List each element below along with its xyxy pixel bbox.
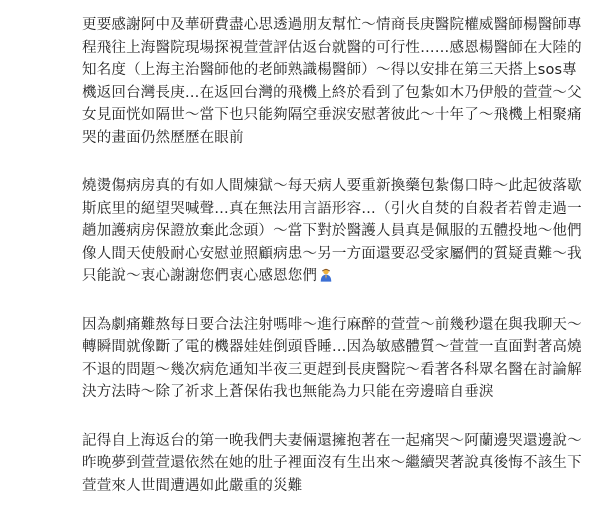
paragraph-text: 燒燙傷病房真的有如人間煉獄～每天病人要重新換藥包紮傷口時～此起彼落歇斯底里的絕望哭喊聲…真在無法用言語形容…（引火自焚的自殺者若曾走過一趟加護病房保證放棄此念頭）～當下對於醫護人員真是佩服的五體投地～他們像人間天使般耐心安慰並照顧病患～另一方面還要忍受家屬們的質疑責難～我只能說～衷心謝謝您們衷心感恩您們: [82, 178, 582, 284]
praying-person-icon: [319, 268, 333, 282]
post-paragraph-1: [82, 14, 582, 149]
post-paragraph-4: [82, 430, 582, 498]
post-paragraph-3: [82, 314, 582, 404]
paragraph-text: 因為劇痛難熬每日要合法注射嗎啡～進行麻醉的萱萱～前幾秒還在與我聊天～轉瞬間就像斷了電的機器娃娃倒頭昏睡…因為敏感體質～萱萱一直面對著高燒不退的問題～幾次病危通知半夜三更趕到長庚醫院～看著各科眾名醫在討論解決方法時～除了祈求上蒼保佑我也無能為力只能在旁邊暗自垂淚: [82, 316, 582, 400]
post-paragraph-2: [82, 175, 582, 288]
paragraph-text: 更要感謝阿中及華研費盡心思透過朋友幫忙～情商長庚醫院權威醫師楊醫師專程飛往上海醫院現場探視萱萱評估返台就醫的可行性……感恩楊醫師在大陸的知名度（上海主治醫師他的老師熟識楊醫師）～得以安排在第三天搭上sos專機返回台灣長庚…在返回台灣的飛機上終於看到了包紮如木乃伊般的萱萱～父女見面恍如隔世～當下也只能夠隔空垂淚安慰著彼此～十年了～飛機上相聚痛哭的畫面仍然歷歷在眼前: [82, 17, 582, 146]
paragraph-text: 記得自上海返台的第一晚我們夫妻倆還擁抱著在一起痛哭～阿蘭邊哭還邊說～昨晚夢到萱萱還依然在她的肚子裡面沒有生出來～繼續哭著說真後悔不該生下萱萱來人世間遭遇如此嚴重的災難: [82, 432, 582, 494]
post-content: [82, 14, 582, 523]
